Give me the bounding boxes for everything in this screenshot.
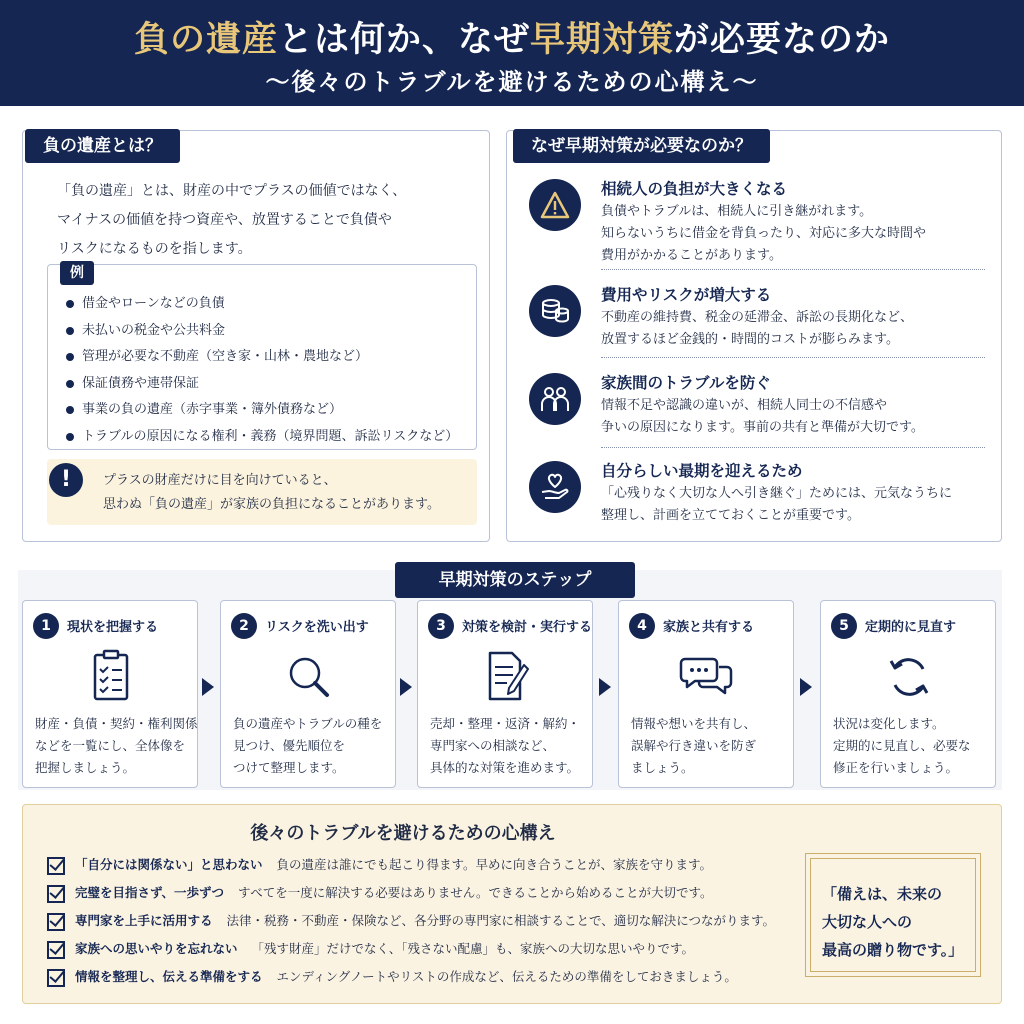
step-title: リスクを洗い出す [265,620,369,635]
step-card [618,600,794,788]
step-title: 定期的に見直す [865,620,957,635]
checkbox-icon [47,913,65,931]
reason-title: 相続人の負担が大きくなる [601,180,788,198]
title-part4: が必要なのか [674,20,891,60]
mindset-text: 法律・税務・不動産・保険など、各分野の専門家に相談することで、適切な解決につながります。 [226,913,776,928]
step-text [833,713,971,779]
reason-line: 不動産の維持費、税金の延滞金、訴訟の長期化など、 [601,310,914,325]
step-line: 修正を行いましょう。 [833,760,959,775]
list-item: 事業の負の遺産（赤字事業・簿外債務など） [64,397,458,424]
why-early-panel [506,130,1002,542]
mindset-head: 完璧を目指さず、一歩ずつ [75,885,225,900]
list-item: トラブルの原因になる権利・義務（境界問題、訴訟リスクなど） [64,424,458,451]
negative-legacy-tag: 負の遺産とは？ [25,129,180,163]
step-line: 負の遺産やトラブルの種を [233,716,383,731]
step-line: 状況は変化します。 [833,716,945,731]
magnifier-icon [279,649,339,705]
warning-icon [529,179,581,231]
checkbox-icon [47,969,65,987]
reason-text [601,483,952,527]
chat-icon [677,649,737,705]
refresh-icon [879,649,939,705]
reason-line: 費用がかかることがあります。 [601,248,782,263]
step-number: 3 [428,613,454,639]
reason-line: 「心残りなく大切な人へ引き継ぐ」ためには、元気なうちに [601,486,953,501]
quote-line: 「備えは、未来の [822,885,943,903]
exclamation-icon: ! [49,463,83,497]
step-arrow-icon [400,678,412,696]
example-label: 例 [60,261,94,285]
step-text [35,713,198,779]
page-title [0,12,1024,62]
step-card [417,600,593,788]
document-pen-icon [476,649,536,705]
intro-text [57,177,477,264]
example-box [47,264,477,450]
mindset-title: 後々のトラブルを避けるための心構え [250,823,556,844]
note-box [47,459,477,525]
mindset-head: 「自分には関係ない」と思わない [75,857,263,872]
step-arrow-icon [202,678,214,696]
title-part3: 早期対策 [530,20,675,60]
mindset-item [47,937,694,961]
step-line: 見つけ、優先順位を [233,738,346,753]
list-item: 借金やローンなどの負債 [64,291,458,318]
clipboard-icon [81,649,141,705]
note-line: プラスの財産だけに目を向けていると、 [103,473,337,488]
step-title: 家族と共有する [663,620,755,635]
step-text [233,713,382,779]
note-line: 思わぬ「負の遺産」が家族の負担になることがあります。 [103,497,440,512]
list-item: 保証債務や連帯保証 [64,371,458,398]
mindset-section [22,804,1002,1004]
reason-text [601,307,913,351]
step-line: 情報や想いを共有し、 [631,716,757,731]
step-arrow-icon [800,678,812,696]
step-arrow-icon [599,678,611,696]
reason-title: 自分らしい最期を迎えるため [601,462,803,480]
step-line: 具体的な対策を進めます。 [430,760,580,775]
intro-line: リスクになるものを指します。 [57,241,252,257]
mindset-text: 負の遺産は誰にでも起こり得ます。早めに向き合うことが、家族を守ります。 [276,857,713,872]
step-line: 財産・負債・契約・権利関係 [35,716,198,731]
title-part2: とは何か、なぜ [277,20,530,60]
step-line: などを一覧にし、全体像を [35,738,186,753]
step-line: 売却・整理・返済・解約・ [430,716,581,731]
reason-item [525,175,985,263]
title-part1: 負の遺産 [133,20,278,60]
step-line: 誤解や行き違いを防ぎ [631,738,757,753]
step-text [430,713,580,779]
mindset-item [47,853,712,877]
page-header [0,0,1024,106]
intro-line: マイナスの価値を持つ資産や、放置することで負債や [57,212,392,228]
divider [601,447,985,448]
step-line: つけて整理します。 [233,760,345,775]
reason-text [601,395,924,439]
mindset-head: 家族への思いやりを忘れない [75,941,238,956]
quote-line: 最高の贈り物です。」 [822,941,964,959]
step-number: 2 [231,613,257,639]
page-subtitle: 〜後々のトラブルを避けるための心構え〜 [265,68,759,96]
reason-line: 知らないうちに借金を背負ったり、対応に多大な時間や [601,226,927,241]
step-title: 現状を把握する [67,620,159,635]
intro-line: 「負の遺産」とは、財産の中でプラスの価値ではなく、 [57,183,407,199]
mindset-item [47,909,775,933]
list-item: 未払いの税金や公共料金 [64,318,458,345]
step-number: 1 [33,613,59,639]
reason-item [525,457,985,545]
step-card [820,600,996,788]
example-list [64,291,458,450]
reason-title: 費用やリスクが増大する [601,286,772,304]
coins-icon [529,285,581,337]
mindset-head: 情報を整理し、伝える準備をする [75,969,263,984]
checkbox-icon [47,857,65,875]
reason-item [525,369,985,457]
step-line: ましょう。 [631,760,694,775]
reason-text [601,201,926,267]
step-text [631,713,756,779]
list-item: 管理が必要な不動産（空き家・山林・農地など） [64,344,458,371]
note-text [103,469,440,517]
mindset-text: エンディングノートやリストの作成など、伝えるための準備をしておきましょう。 [276,969,737,984]
step-line: 定期的に見直し、必要な [833,738,971,753]
checkbox-icon [47,885,65,903]
step-title: 対策を検討・実行する [462,620,593,635]
step-line: 専門家への相談など、 [430,738,556,753]
heart-hand-icon [529,461,581,513]
quote-text [822,880,963,964]
step-card [22,600,198,788]
reason-title: 家族間のトラブルを防ぐ [601,374,771,392]
reason-line: 争いの原因になります。事前の共有と準備が大切です。 [601,420,924,435]
step-card [220,600,396,788]
why-early-tag: なぜ早期対策が必要なのか？ [513,129,770,163]
reason-line: 情報不足や認識の違いが、相続人同士の不信感や [601,398,888,413]
divider [601,269,985,270]
reason-line: 整理し、計画を立てておくことが重要です。 [601,508,860,523]
mindset-text: すべてを一度に解決する必要はありません。できることから始めることが大切です。 [238,885,713,900]
reason-line: 放置するほど金銭的・時間的コストが膨らみます。 [601,332,899,347]
quote-box [805,853,981,977]
reason-item [525,281,985,369]
mindset-text: 「残す財産」だけでなく、「残さない配慮」も、家族への大切な思いやりです。 [251,941,695,956]
mindset-item [47,881,713,905]
mindset-item [47,965,737,989]
reason-line: 負債やトラブルは、相続人に引き継がれます。 [601,204,873,219]
negative-legacy-panel [22,130,490,542]
step-line: 把握しましょう。 [35,760,136,775]
divider [601,357,985,358]
family-icon [529,373,581,425]
steps-tag: 早期対策のステップ [395,562,635,598]
step-number: 4 [629,613,655,639]
quote-line: 大切な人への [822,913,913,931]
checkbox-icon [47,941,65,959]
step-number: 5 [831,613,857,639]
mindset-head: 専門家を上手に活用する [75,913,213,928]
